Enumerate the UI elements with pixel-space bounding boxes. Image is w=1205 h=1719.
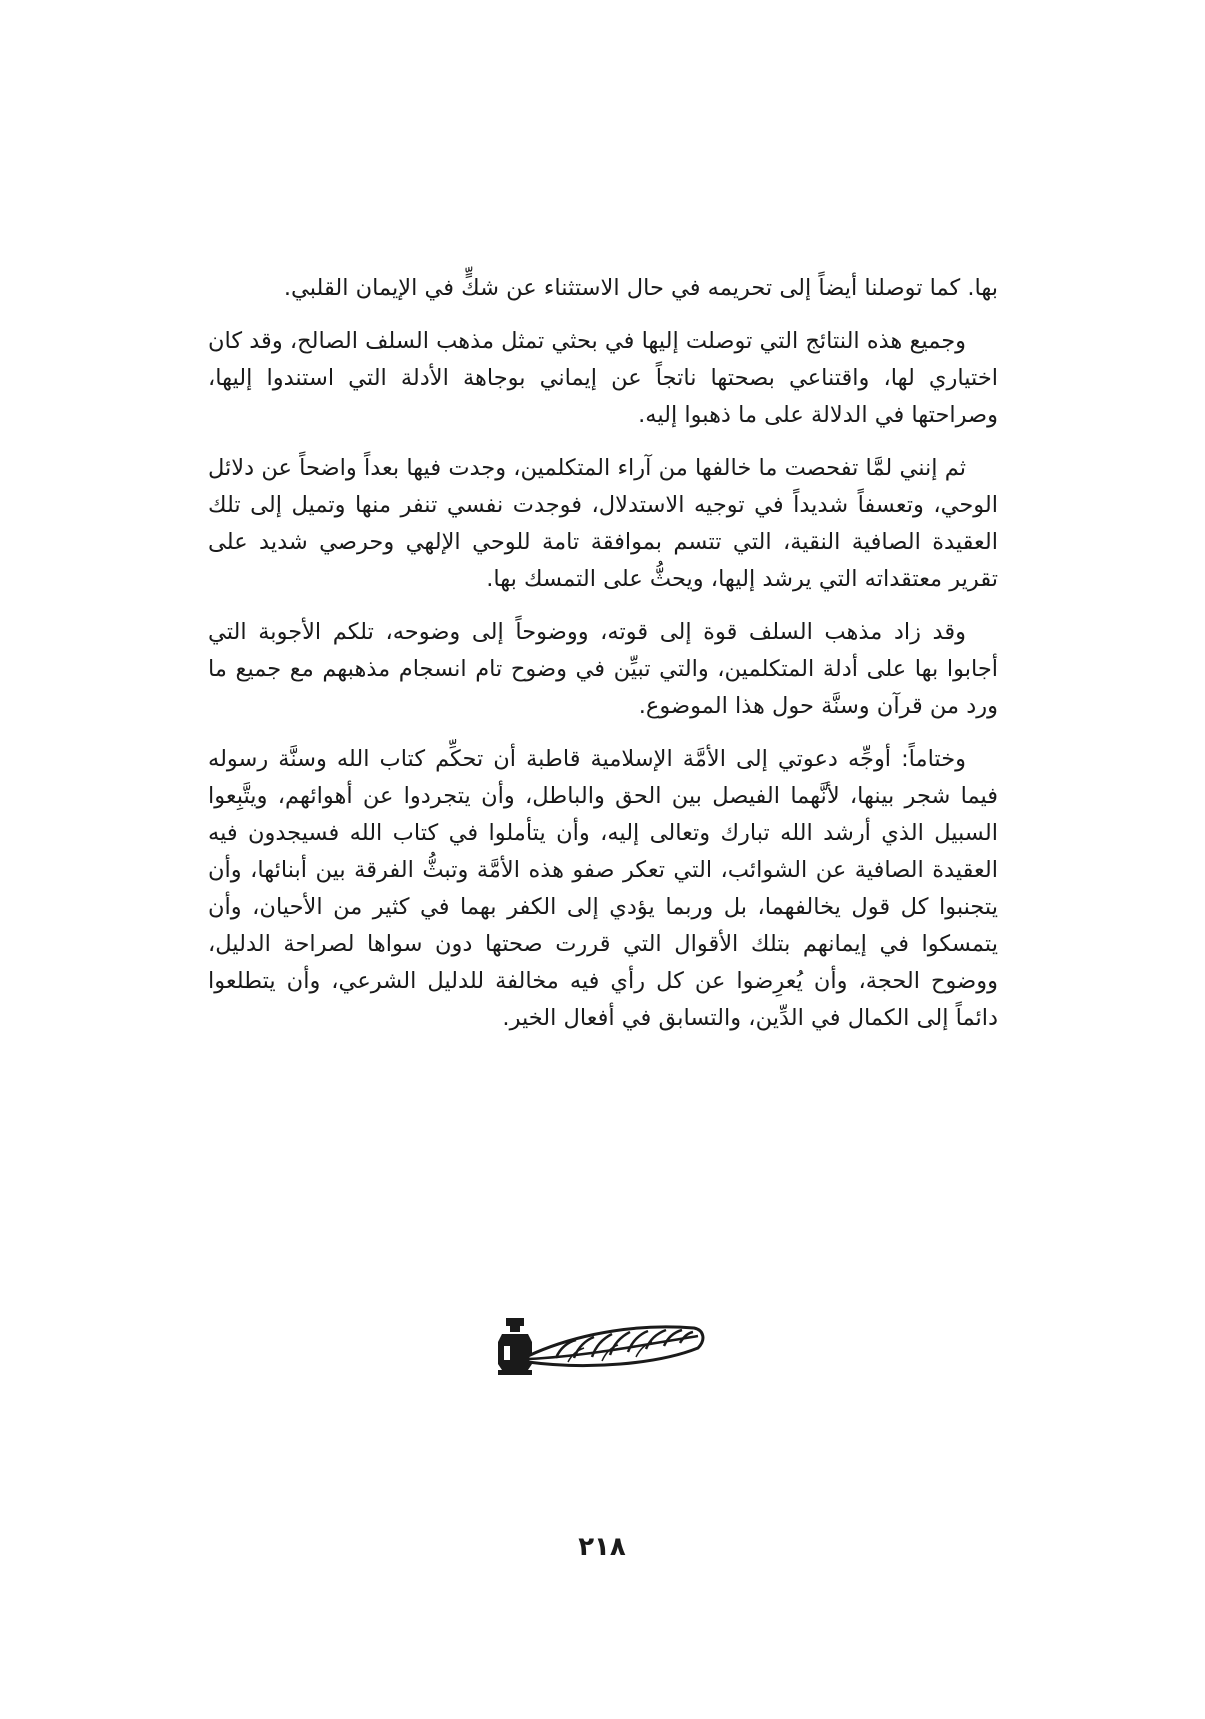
- quill-and-inkwell-icon: [498, 1312, 708, 1378]
- paragraph-continuation: بها. كما توصلنا أيضاً إلى تحريمه في حال الاستثناء عن شكٍّ في الإيمان القلبي.: [283, 275, 998, 301]
- paragraph-mutakallimin-views: ثم إنني لمَّا تفحصت ما خالفها من آراء المتكلمين، وجدت فيها بعداً واضحاً عن دلائل الوحي، وتعسفاً شديداً في توجيه الاستدلال، فوجدت نفسي تنفر منها وتميل إلى تلك العقيدة الصافية النقية، التي تتسم بموافقة تامة للوحي الإلهي وحرصي شديد على تقرير معتقداته التي يرشد إليها، ويحثُّ على التمسك بها.: [208, 455, 998, 592]
- paragraph-salaf-results: وجميع هذه النتائج التي توصلت إليها في بحثي تمثل مذهب السلف الصالح، وقد كان اختياري لها، واقتناعي بصحتها ناتجاً عن إيماني بوجاهة الأدلة التي استندوا إليها، وصراحتها في الدلالة على ما ذهبوا إليه.: [208, 328, 998, 428]
- body-text: [208, 270, 998, 1053]
- paragraph-conclusion: وختاماً: أوجِّه دعوتي إلى الأمَّة الإسلامية قاطبة أن تحكِّم كتاب الله وسنَّة رسوله فيما شجر بينها، لأنَّهما الفيصل بين الحق والباطل، وأن يتجردوا عن أهوائهم، ويتَّبِعوا السبيل الذي أرشد الله تبارك وتعالى إليه، وأن يتأملوا في كتاب الله فسيجدون فيه العقيدة الصافية عن الشوائب، التي تعكر صفو هذه الأمَّة وتبثُّ الفرقة بين أبنائها، وأن يتجنبوا كل قول يخالفهما، بل وربما يؤدي إلى الكفر بهما في كثير من الأحيان، وأن يتمسكوا في إيمانهم بتلك الأقوال التي قررت صحتها دون سواها لصراحة الدليل، ووضوح الحجة، وأن يُعرِضوا عن كل رأي فيه مخالفة للدليل الشرعي، وأن يتطلعوا دائماً إلى الكمال في الدِّين، والتسابق في أفعال الخير.: [208, 746, 998, 1031]
- paragraph-salaf-answers: وقد زاد مذهب السلف قوة إلى قوته، ووضوحاً إلى وضوحه، تلكم الأجوبة التي أجابوا بها على أدلة المتكلمين، والتي تبيِّن في وضوح تام انسجام مذهبهم مع جميع ما ورد من قرآن وسنَّة حول هذا الموضوع.: [208, 619, 998, 719]
- page-number: ٢١٨: [578, 1532, 626, 1562]
